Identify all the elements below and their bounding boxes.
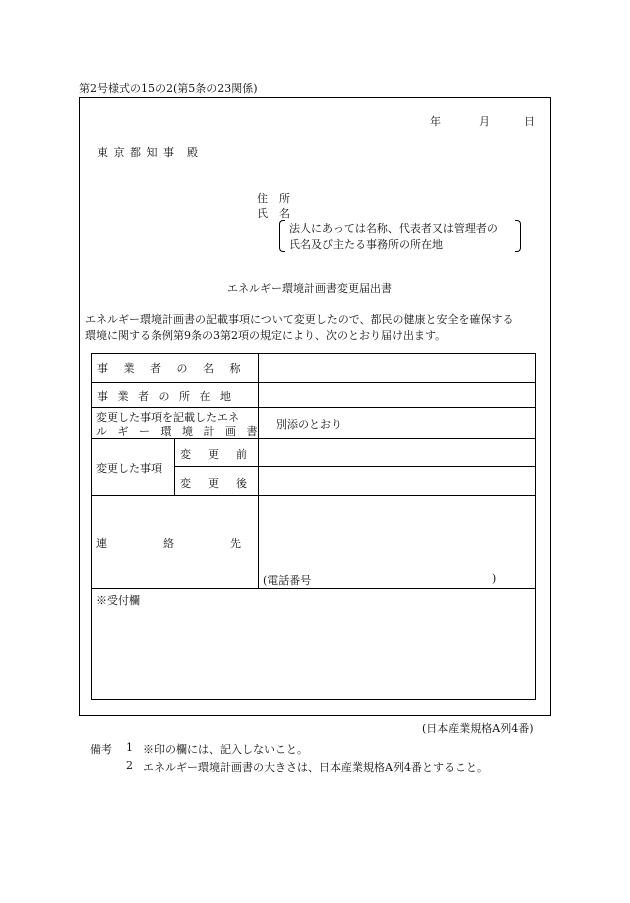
contact-label: 連絡先	[96, 537, 297, 550]
remarks-heading: 備考	[90, 743, 112, 756]
remarks-item1-number: 1	[126, 741, 133, 754]
business-name-label-text: 事業者の名称	[97, 362, 256, 375]
row-divider	[91, 382, 536, 383]
corporate-note-line1: 法人にあっては名称、代表者又は管理者の	[289, 222, 498, 235]
paper-size-note: (日本産業規格A列4番)	[422, 722, 534, 735]
form-number: 第2号様式の15の2(第5条の23関係)	[79, 82, 258, 95]
before-field[interactable]	[262, 441, 532, 463]
date-year-label: 年	[430, 115, 441, 128]
after-field[interactable]	[262, 469, 532, 492]
bracket-left	[279, 220, 285, 252]
phone-close: )	[492, 572, 497, 585]
business-address-field[interactable]	[262, 385, 532, 405]
body-text-line2: 環境に関する条例第9条の3第2項の規定により、次のとおり届け出ます。	[85, 329, 447, 342]
column-divider	[258, 353, 259, 588]
reception-label: ※受付欄	[96, 594, 140, 607]
remarks-item2-text: エネルギー環境計画書の大きさは、日本産業規格A列4番とすること。	[143, 761, 488, 774]
row-divider	[91, 588, 536, 589]
contact-field[interactable]	[262, 499, 532, 567]
changed-doc-label-line1: 変更した事項を記載したエネ	[96, 411, 239, 424]
row-divider	[91, 495, 536, 496]
remarks-item1-text: ※印の欄には、記入しないこと。	[143, 743, 308, 756]
business-name-label	[97, 360, 256, 376]
date-month-label: 月	[479, 115, 490, 128]
column-divider	[174, 438, 175, 495]
after-label: 変更後	[180, 477, 264, 490]
body-text-line1: エネルギー環境計画書の記載事項について変更したので、都民の健康と安全を確保する	[85, 313, 514, 326]
changed-doc-value: 別添のとおり	[276, 418, 342, 431]
remarks-item2-number: 2	[126, 759, 133, 772]
row-divider	[174, 466, 536, 467]
business-address-label: 事業者の所在地	[97, 390, 241, 403]
business-name-field[interactable]	[262, 356, 532, 380]
date-day-label: 日	[524, 115, 535, 128]
row-divider	[91, 407, 536, 408]
form-title: エネルギー環境計画書変更届出書	[227, 282, 392, 295]
corporate-note-line2: 氏名及び主たる事務所の所在地	[289, 238, 443, 251]
phone-label: (電話番号	[263, 574, 312, 587]
changed-items-label: 変更した事項	[96, 462, 162, 475]
changed-doc-label-line2: ルギー環境計画書	[96, 425, 268, 438]
before-label: 変更前	[180, 448, 264, 461]
name-label: 氏 名	[257, 207, 290, 220]
bracket-right	[515, 220, 521, 252]
address-label: 住 所	[257, 192, 290, 205]
addressee: 東 京 都 知 事 殿	[97, 146, 199, 159]
